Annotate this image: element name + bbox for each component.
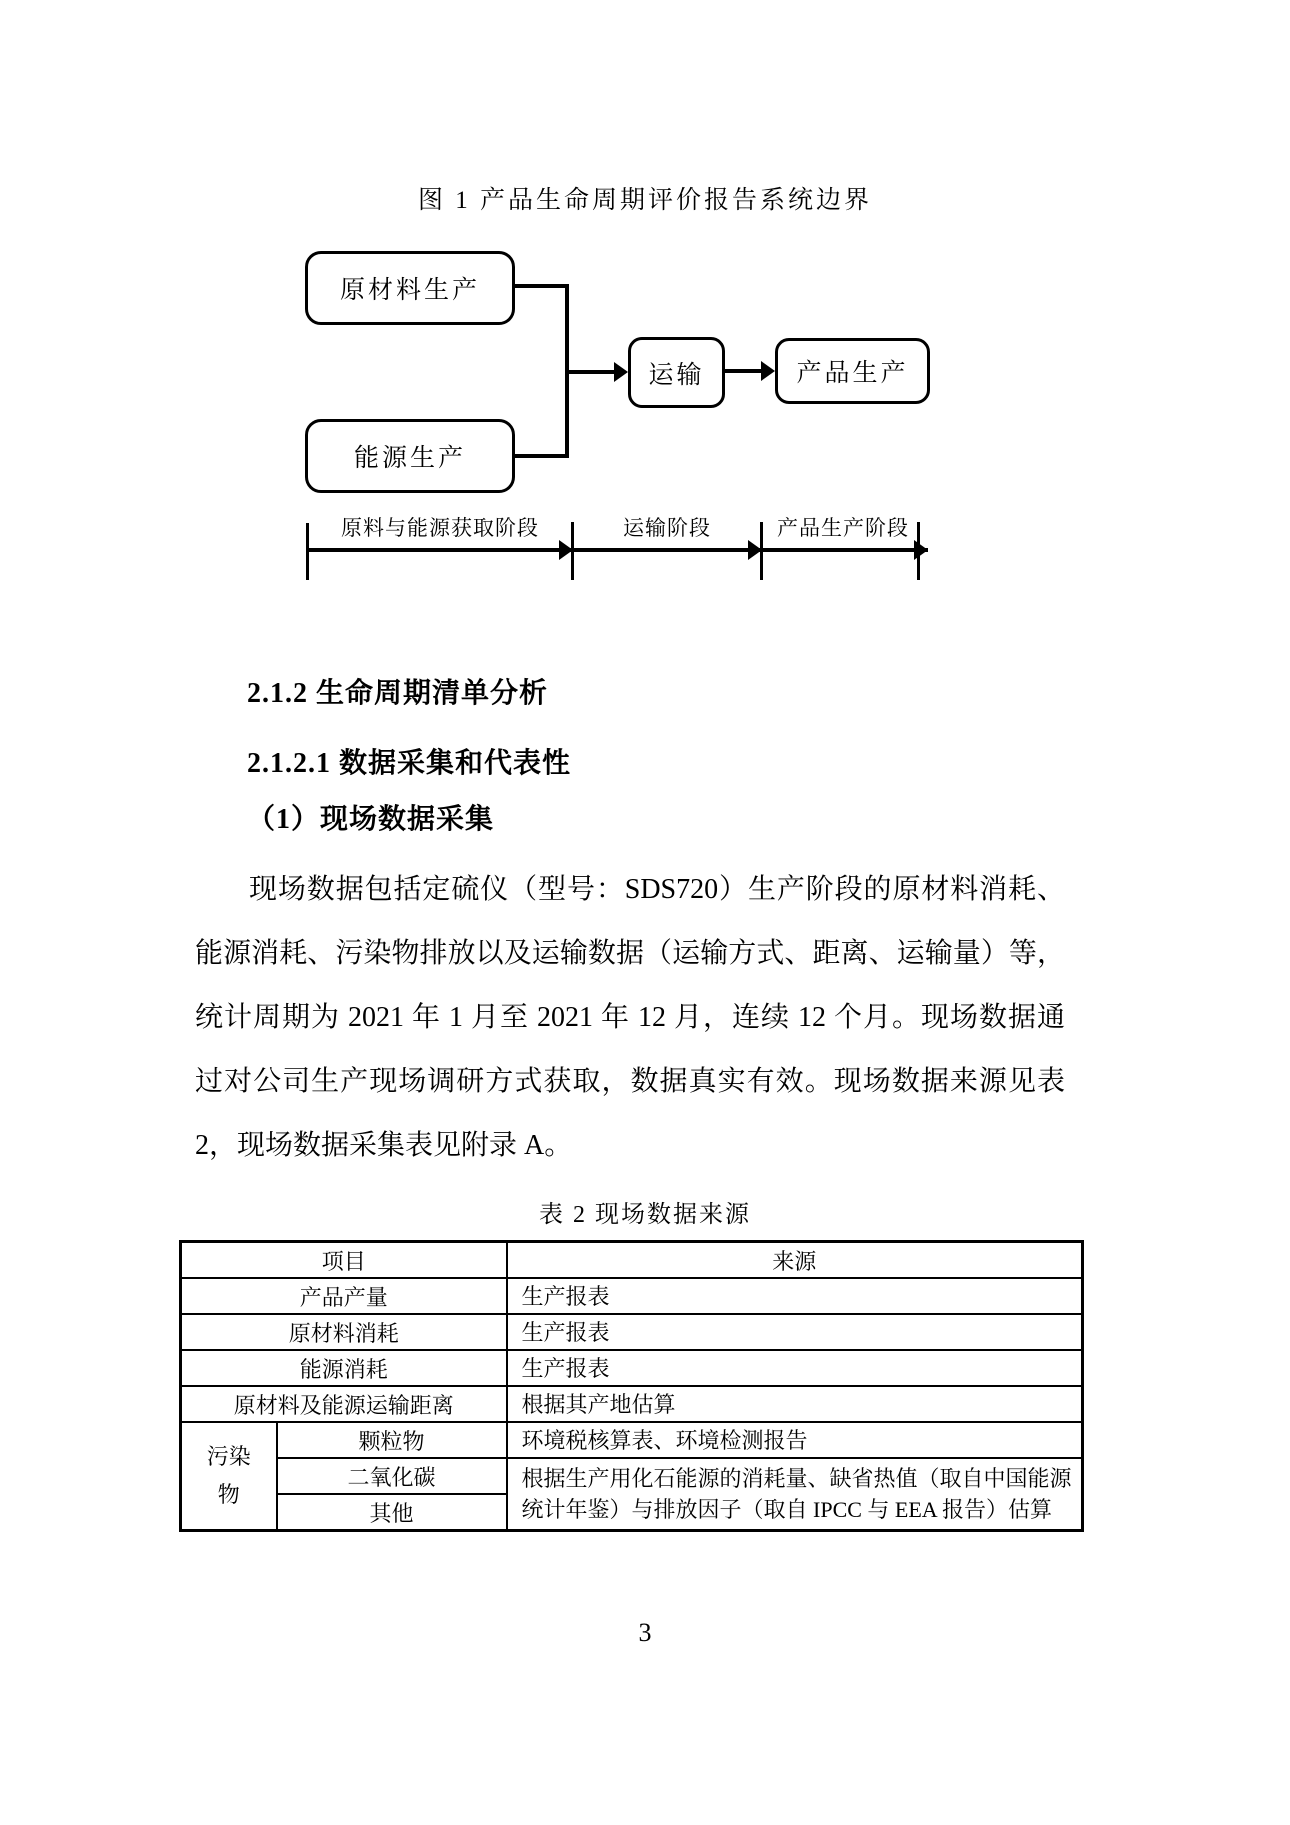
paragraph-line: 过对公司生产现场调研方式获取，数据真实有效。现场数据来源见表 <box>195 1066 1065 1097</box>
table-cell-source: 生产报表 <box>507 1350 1083 1386</box>
phase-label-transport: 运输阶段 <box>623 516 711 540</box>
connector-to-product-line <box>725 369 762 373</box>
paragraph-line: 2，现场数据采集表见附录 A。 <box>195 1130 573 1161</box>
arrowhead-to-product-icon <box>761 361 775 381</box>
connector-energy-horizontal <box>515 454 568 458</box>
table-cell-source: 根据其产地估算 <box>507 1386 1083 1422</box>
table-cell-item: 其他 <box>277 1494 507 1531</box>
phase-label-product: 产品生产阶段 <box>777 516 909 540</box>
paragraph-line: 统计周期为 2021 年 1 月至 2021 年 12 月，连续 12 个月。现场数据通 <box>195 1002 1065 1033</box>
page-number: 3 <box>638 1618 652 1647</box>
arrowhead-to-transport-icon <box>614 362 628 382</box>
heading-item-1: （1）现场数据采集 <box>247 804 495 835</box>
data-source-table <box>179 1240 1084 1532</box>
node-transport <box>628 337 725 408</box>
phase-label-acquisition: 原料与能源获取阶段 <box>341 516 539 540</box>
pollutant-group-label: 污染物 <box>206 1444 251 1507</box>
table-cell-item: 原材料及能源运输距离 <box>181 1386 507 1422</box>
table-row <box>181 1314 1083 1350</box>
table-cell-item: 产品产量 <box>181 1278 507 1314</box>
table-row <box>181 1350 1083 1386</box>
node-transport-label: 运输 <box>648 361 705 389</box>
table-row <box>181 1458 1083 1494</box>
table-header-row <box>181 1242 1083 1279</box>
table-cell-item: 原材料消耗 <box>181 1314 507 1350</box>
table-cell-source: 生产报表 <box>507 1278 1083 1314</box>
node-energy-label: 能源生产 <box>353 445 466 472</box>
node-energy-production <box>305 419 515 493</box>
phase-axis-arrowhead-3-icon <box>914 540 928 560</box>
phase-axis-arrowhead-2-icon <box>748 540 762 560</box>
table-cell-source: 环境税核算表、环境检测报告 <box>507 1422 1083 1458</box>
connector-to-transport-line <box>568 370 615 374</box>
table-header-item: 项目 <box>181 1242 507 1279</box>
table-cell-source-merged: 根据生产用化石能源的消耗量、缺省热值（取自中国能源统计年鉴）与排放因子（取自 IPCC 与 EEA 报告）估算 <box>507 1458 1083 1531</box>
node-raw-material-label: 原材料生产 <box>339 277 480 304</box>
phase-axis-arrowhead-1-icon <box>559 540 573 560</box>
table-row <box>181 1386 1083 1422</box>
heading-2-1-2: 2.1.2 生命周期清单分析 <box>247 678 549 709</box>
table-cell-item: 颗粒物 <box>277 1422 507 1458</box>
table-cell-source: 生产报表 <box>507 1314 1083 1350</box>
paragraph-line: 现场数据包括定硫仪（型号：SDS720）生产阶段的原材料消耗、 <box>249 874 1065 905</box>
figure-caption: 图 1 产品生命周期评价报告系统边界 <box>417 187 872 214</box>
table-row <box>181 1422 1083 1458</box>
system-boundary-diagram <box>290 240 950 600</box>
connector-raw-horizontal <box>515 284 568 288</box>
node-product-label: 产品生产 <box>796 360 909 387</box>
table-cell-item: 能源消耗 <box>181 1350 507 1386</box>
table-row <box>181 1278 1083 1314</box>
pollutant-group-label-cell <box>181 1422 277 1531</box>
paragraph-line: 能源消耗、污染物排放以及运输数据（运输方式、距离、运输量）等， <box>195 938 1065 969</box>
heading-2-1-2-1: 2.1.2.1 数据采集和代表性 <box>247 748 572 779</box>
table-caption: 表 2 现场数据来源 <box>539 1202 751 1228</box>
table-header-source: 来源 <box>507 1242 1083 1279</box>
phase-axis-baseline <box>308 548 928 552</box>
node-product-production <box>775 338 930 404</box>
table-cell-item: 二氧化碳 <box>277 1458 507 1494</box>
node-raw-material-production <box>305 251 515 325</box>
body-paragraph <box>195 858 1065 1178</box>
